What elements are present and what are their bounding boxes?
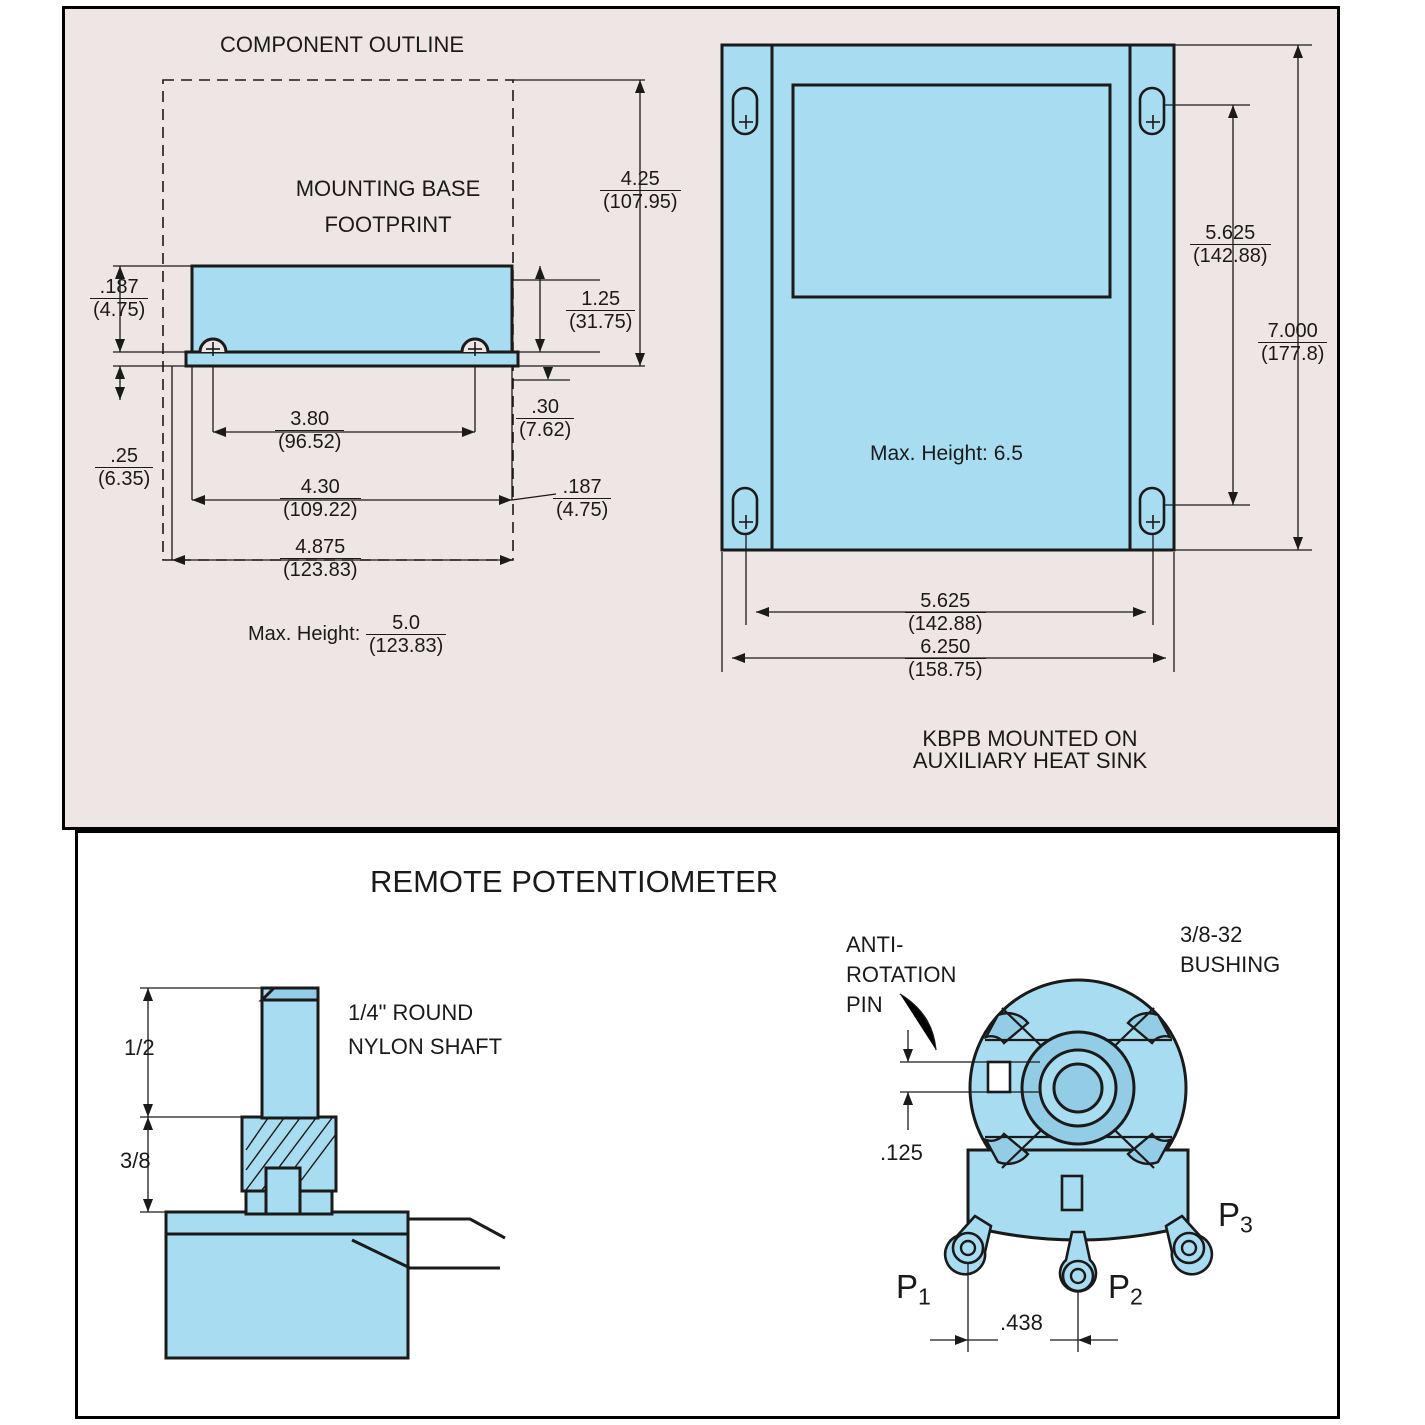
max-height-left-value: $\frac{5.0}{(123.83)}$ xyxy=(366,612,447,658)
dim-30: $\frac{.30}{(7.62)}$ xyxy=(516,396,574,442)
nylon-shaft-label-line2: NYLON SHAFT xyxy=(348,1034,503,1059)
terminal-label-p3: $P_3$ xyxy=(1218,1196,1253,1238)
heat-sink-max-height-note: Max. Height: 6.5 xyxy=(870,442,1023,465)
anti-rotation-pin-label-line2: ROTATION xyxy=(846,962,957,987)
dim-125: $\frac{1.25}{(31.75)}$ xyxy=(566,288,635,334)
nylon-shaft-label-line1: 1/4" ROUND xyxy=(348,1000,474,1025)
remote-potentiometer-title: REMOTE POTENTIOMETER xyxy=(370,864,779,899)
mounting-base-label-line1: MOUNTING BASE xyxy=(295,176,481,201)
dim-hs-5625-vert: $\frac{5.625}{(142.88)}$ xyxy=(1190,222,1271,268)
dim-three-eighths: 3/8 xyxy=(120,1148,151,1173)
anti-rotation-pin-label-line3: PIN xyxy=(846,992,883,1017)
terminal-label-p1: $P_1$ xyxy=(896,1268,931,1310)
dim-187-left: $\frac{.187}{(4.75)}$ xyxy=(90,276,148,322)
terminal-label-p2: $P_2$ xyxy=(1108,1268,1143,1310)
dim-430: $\frac{4.30}{(109.22)}$ xyxy=(280,476,361,522)
bushing-label-line2: BUSHING xyxy=(1180,952,1281,977)
dim-187-right: $\frac{.187}{(4.75)}$ xyxy=(553,476,611,522)
dim-hs-5625-horz: $\frac{5.625}{(142.88)}$ xyxy=(905,590,986,636)
dim-hs-7000-vert: $\frac{7.000}{(177.8)}$ xyxy=(1258,320,1327,366)
dim-425: $\frac{4.25}{(107.95)}$ xyxy=(600,168,681,214)
dim-half: 1/2 xyxy=(124,1035,155,1060)
max-height-left-label: Max. Height: xyxy=(248,623,361,646)
mounting-base-label-line2: FOOTPRINT xyxy=(324,212,452,237)
dim-125-pot: .125 xyxy=(880,1140,923,1165)
dim-438-pot: .438 xyxy=(1000,1310,1043,1335)
dim-380: $\frac{3.80}{(96.52)}$ xyxy=(275,408,344,454)
dim-25-left: $\frac{.25}{(6.35)}$ xyxy=(95,445,153,491)
heat-sink-caption-line1: KBPB MOUNTED ON xyxy=(922,726,1138,751)
heat-sink-caption-line2: AUXILIARY HEAT SINK xyxy=(912,748,1148,773)
anti-rotation-pin-label-line1: ANTI- xyxy=(846,932,904,957)
component-outline-title: COMPONENT OUTLINE xyxy=(220,32,465,57)
dim-4875: $\frac{4.875}{(123.83)}$ xyxy=(280,536,361,582)
bushing-label-line1: 3/8-32 xyxy=(1180,922,1243,947)
dim-hs-6250-horz: $\frac{6.250}{(158.75)}$ xyxy=(905,636,986,682)
